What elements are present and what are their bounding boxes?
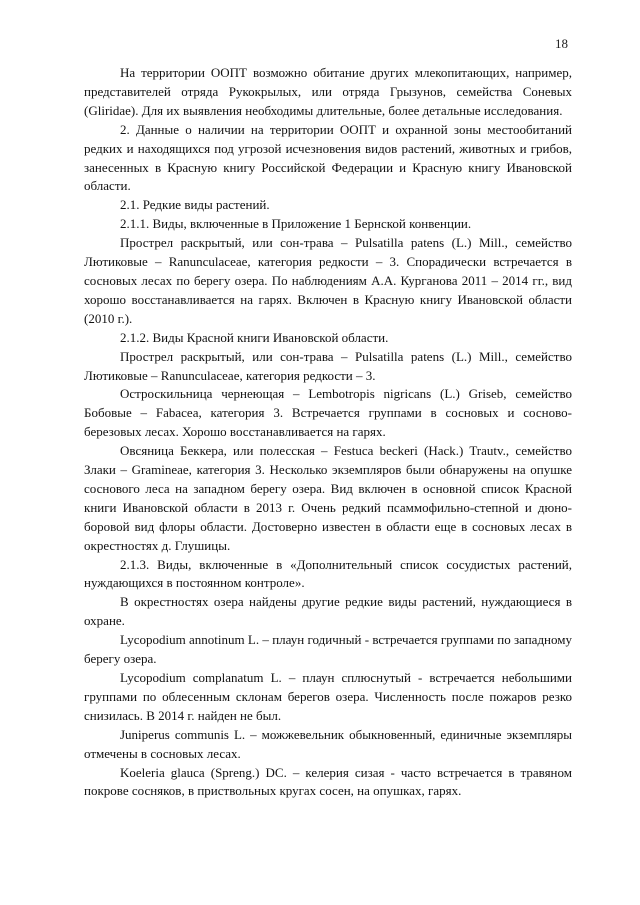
- page-body: [84, 64, 572, 801]
- paragraph-section-2-1-heading: 2.1. Редкие виды растений.: [120, 197, 270, 213]
- paragraph-mammals-note: На территории ООПТ возможно обитание других млекопитающих, например, представителей отряда Рукокрылых, или отряда Грызунов, семейства Соневых (Gliridae). Для их выявления необходимы длительные, более детальные исследования.: [84, 65, 572, 118]
- paragraph-section-2-1-3-heading: 2.1.3. Виды, включенные в «Дополнительный список сосудистых растений, нуждающихся в постоянном контроле».: [84, 556, 572, 591]
- paragraph-lycopodium-complanatum: Lycopodium complanatum L. – плаун сплюснутый - встречается небольшими группами по облесенным склонам берегов озера. Численность после пожаров резко снизилась. В 2014 г. найден не был.: [84, 670, 572, 723]
- paragraph-section-2-1-2-heading: 2.1.2. Виды Красной книги Ивановской области.: [120, 329, 389, 345]
- paragraph-section-2-1-1-heading: 2.1.1. Виды, включенные в Приложение 1 Бернской конвенции.: [120, 216, 472, 232]
- paragraph-pulsatilla-bern: Прострел раскрытый, или сон-трава – Pulsatilla patens (L.) Mill., семейство Лютиковые – Ranunculaceae, категория редкости – 3. Спорадически встречается в сосновых лесах по берегу озера. По наблюдениям А.А. Курганова 2011 – 2014 гг., вид хорошо восстанавливается на гарях. Включен в Красную книгу Ивановской области (2010 г.).: [84, 235, 572, 326]
- paragraph-pulsatilla-red-book: Прострел раскрытый, или сон-трава – Pulsatilla patens (L.) Mill., семейство Лютиковые – Ranunculaceae, категория редкости – 3.: [84, 348, 572, 383]
- paragraph-other-rare-species: В окрестностях озера найдены другие редкие виды растений, нуждающиеся в охране.: [84, 594, 572, 629]
- paragraph-lycopodium-annotinum: Lycopodium annotinum L. – плаун годичный - встречается группами по западному берегу озера.: [84, 632, 572, 667]
- paragraph-lembotropis: Остроскильница чернеющая – Lembotropis nigricans (L.) Griseb, семейство Бобовые – Fabacea, категория 3. Встречается группами в сосновых и сосново-березовых лесах. Хорошо восстанавливается на гарях.: [84, 386, 572, 440]
- page-number: 18: [555, 36, 568, 51]
- paragraph-juniperus: Juniperus communis L. – можжевельник обыкновенный, единичные экземпляры отмечены в сосновых лесах.: [84, 726, 572, 761]
- paragraph-section-2-heading: 2. Данные о наличии на территории ООПТ и охранной зоны местообитаний редких и находящихся под угрозой исчезновения видов растений, животных и грибов, занесенных в Красную книгу Российской Федерации и Красную книгу Ивановской области.: [84, 121, 572, 194]
- paragraph-koeleria: Koeleria glauca (Spreng.) DC. – келерия сизая - часто встречается в травяном покрове сосняков, в приствольных кругах сосен, на опушках, гарях.: [84, 764, 572, 799]
- paragraph-festuca: Овсяница Беккера, или полесская – Festuca beckeri (Hack.) Trautv., семейство Злаки – Gramineae, категория 3. Несколько экземпляров были обнаружены на опушке соснового леса на западном берегу озера. Вид включен в основной список Красной книги Ивановской области в 2013 г. Очень редкий псаммофильно-степной и дюно-боровой вид флоры области. Достоверно известен в области еще в сосновых лесах в окрестностях д. Глушицы.: [84, 443, 572, 553]
